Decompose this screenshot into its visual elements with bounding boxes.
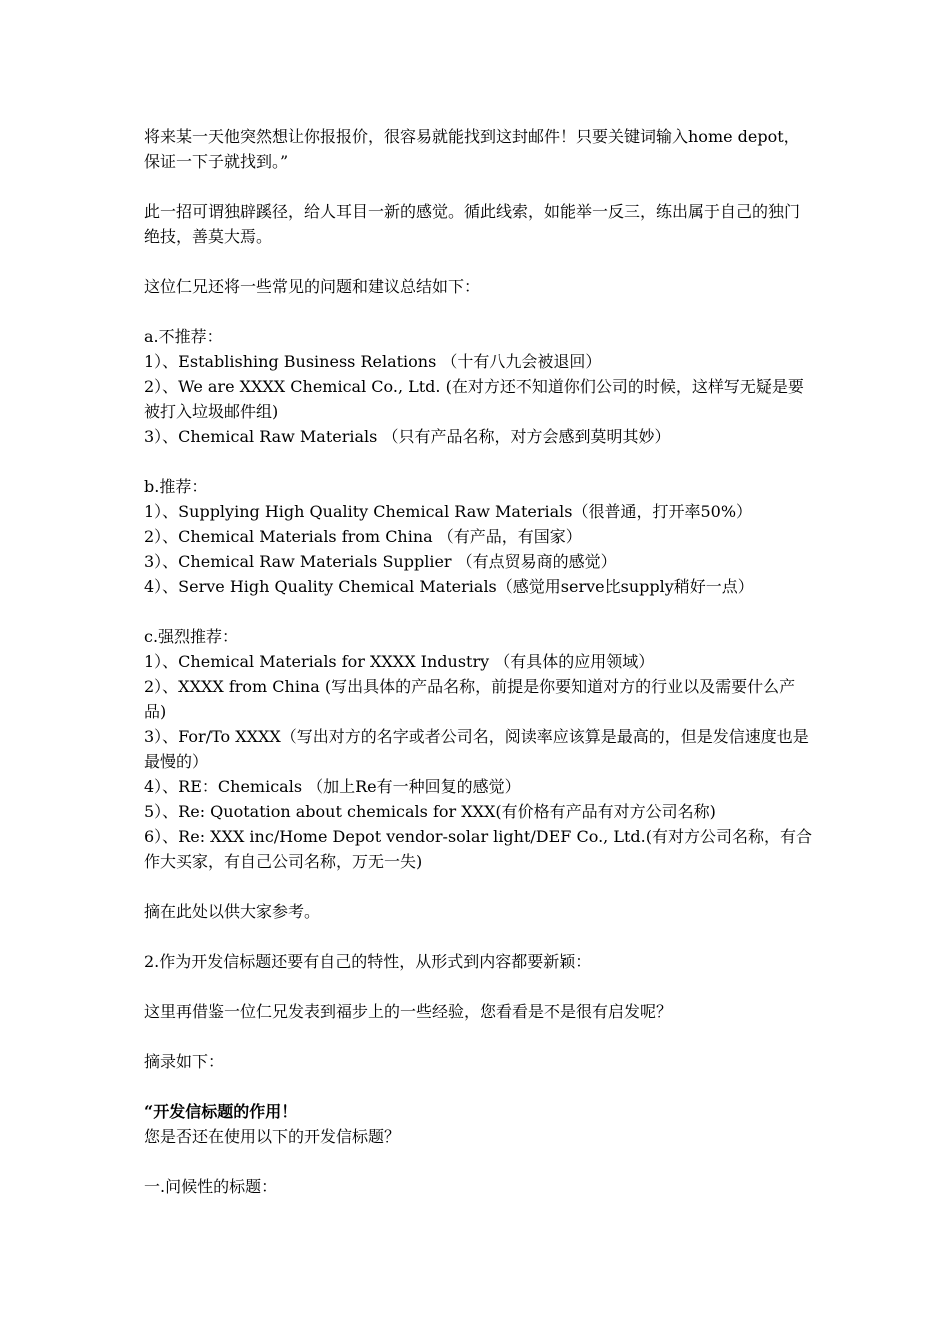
blank-line: [144, 874, 812, 899]
paragraph: 6）、Re: XXX inc/Home Depot vendor-solar light/DEF Co., Ltd.(有对方公司名称，有合作大买家，有自己公司名称，万无一失): [144, 827, 812, 871]
paragraph: 2）、Chemical Materials from China （有产品，有国家）: [144, 527, 582, 546]
blank-line: [144, 974, 812, 999]
paragraph: 4）、Serve High Quality Chemical Materials（感觉用serve比supply稍好一点）: [144, 577, 754, 596]
paragraph: 摘录如下：: [144, 1052, 225, 1071]
paragraph: 2）、We are XXXX Chemical Co., Ltd. (在对方还不知道你们公司的时候，这样写无疑是要被打入垃圾邮件组): [144, 377, 804, 421]
blank-line: [144, 299, 812, 324]
paragraph: 2）、XXXX from China (写出具体的产品名称，前提是你要知道对方的行业以及需要什么产品): [144, 677, 796, 721]
blank-line: [144, 1024, 812, 1049]
paragraph: 摘在此处以供大家参考。: [144, 902, 321, 921]
blank-line: [144, 449, 812, 474]
paragraph: 您是否还在使用以下的开发信标题？: [144, 1127, 401, 1146]
paragraph: 5）、Re: Quotation about chemicals for XXX(有价格有产品有对方公司名称): [144, 802, 716, 821]
blank-line: [144, 924, 812, 949]
paragraph: 这位仁兄还将一些常见的问题和建议总结如下：: [144, 277, 481, 296]
paragraph: 一.问候性的标题：: [144, 1177, 278, 1196]
blank-line: [144, 174, 812, 199]
blank-line: [144, 1074, 812, 1099]
blank-line: [144, 1149, 812, 1174]
paragraph: 1）、Supplying High Quality Chemical Raw Materials（很普通，打开率50%）: [144, 502, 753, 521]
paragraph: a.不推荐：: [144, 327, 223, 346]
paragraph: 1）、Chemical Materials for XXXX Industry （有具体的应用领域）: [144, 652, 655, 671]
paragraph: 将来某一天他突然想让你报报价，很容易就能找到这封邮件！只要关键词输入home depot，保证一下子就找到。”: [144, 127, 800, 171]
paragraph: 3）、Chemical Raw Materials Supplier （有点贸易商的感觉）: [144, 552, 617, 571]
paragraph: 1）、Establishing Business Relations （十有八九会被退回）: [144, 352, 602, 371]
section-heading: “开发信标题的作用！: [144, 1102, 298, 1121]
blank-line: [144, 249, 812, 274]
paragraph: 2.作为开发信标题还要有自己的特性，从形式到内容都要新颖：: [144, 952, 592, 971]
paragraph: 这里再借鉴一位仁兄发表到福步上的一些经验，您看看是不是很有启发呢？: [144, 1002, 673, 1021]
paragraph: c.强烈推荐：: [144, 627, 239, 646]
paragraph: 4）、RE：Chemicals （加上Re有一种回复的感觉）: [144, 777, 521, 796]
paragraph: 3）、Chemical Raw Materials （只有产品名称，对方会感到莫明其妙）: [144, 427, 671, 446]
blank-line: [144, 599, 812, 624]
paragraph: b.推荐：: [144, 477, 208, 496]
paragraph: 此一招可谓独辟蹊径，给人耳目一新的感觉。循此线索，如能举一反三，练出属于自己的独门绝技，善莫大焉。: [144, 202, 801, 246]
paragraph: 3）、For/To XXXX（写出对方的名字或者公司名，阅读率应该算是最高的，但是发信速度也是最慢的）: [144, 727, 809, 771]
document-body: [144, 124, 812, 1199]
